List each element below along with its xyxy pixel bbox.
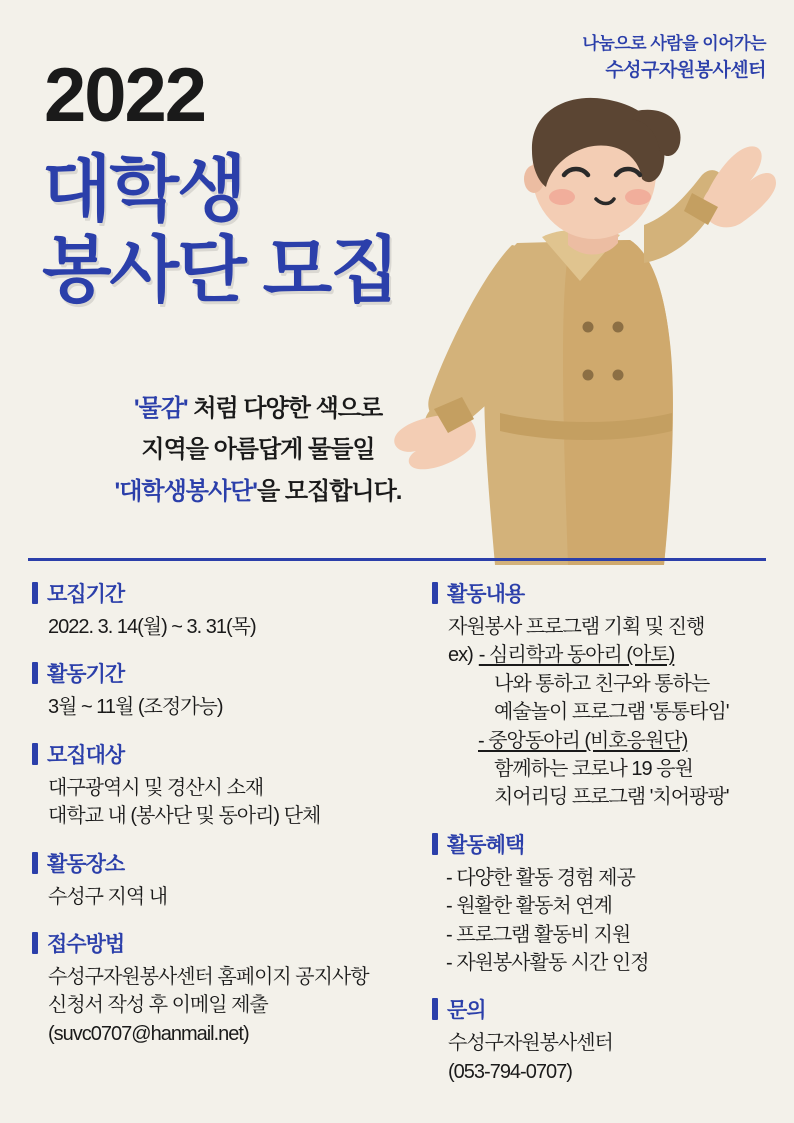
body-line: 수성구자원봉사센터 홈페이지 공지사항 [48,965,369,988]
subtitle-line-3 [48,471,468,512]
subtitle-line-2: 지역을 아름답게 물들일 [141,436,375,464]
bullet-bar-icon [432,833,438,855]
subtitle-text-3: 을 모집합니다. [257,477,402,505]
section-divider [28,558,766,561]
section-location [32,848,422,911]
bullet-bar-icon [32,662,38,684]
example-head: - 중앙동아리 (비호응원단) [478,729,688,752]
example-detail: 치어리딩 프로그램 '치어팡팡' [494,786,729,809]
section-header [432,578,772,608]
bullet-bar-icon [32,582,38,604]
section-body [32,774,422,831]
section-header [32,739,422,769]
section-title: 문의 [447,999,486,1023]
section-body [32,963,422,1048]
subtitle-highlight-1: '물감' [133,395,188,422]
section-body [32,693,422,721]
section-header [32,578,422,608]
body-line: 대학교 내 (봉사단 및 동아리) 단체 [48,805,321,828]
section-body [32,613,422,641]
section-title: 활동장소 [47,852,125,876]
body-line: - 원활한 활동처 연계 [446,895,612,918]
section-body [432,613,772,812]
section-header [32,928,422,958]
section-recruit-period [32,578,422,641]
body-line: 2022. 3. 14(월) ~ 3. 31(목) [48,616,256,638]
section-header [432,994,772,1024]
contact-phone: (053-794-0707) [448,1060,572,1083]
example-row [448,641,772,669]
example-label: ex) [448,644,473,667]
bullet-bar-icon [432,582,438,604]
section-title: 모집기간 [47,583,125,606]
section-title: 활동내용 [447,583,525,606]
subtitle-line-1 [48,388,468,429]
section-benefits [432,829,772,978]
section-title: 활동기간 [47,663,125,687]
section-title: 활동혜택 [447,833,525,857]
contact-email: (suvc0707@hanmail.net) [48,1022,249,1045]
subtitle-highlight-2: '대학생봉사단' [114,477,258,505]
body-line: 수성구 지역 내 [48,885,168,908]
left-info-column [32,578,422,1065]
section-header [32,848,422,878]
body-line: 수성구자원봉사센터 [448,1032,613,1055]
body-line: 3월 ~ 11월 (조정가능) [48,696,223,719]
section-body [432,864,772,978]
body-line: - 다양한 활동 경험 제공 [446,866,635,889]
poster-title [42,150,398,311]
section-application-method [32,928,422,1048]
section-title: 접수방법 [47,932,125,956]
body-line: - 프로그램 활동비 지원 [446,923,631,946]
body-line: - 자원봉사활동 시간 인정 [446,951,649,974]
bullet-bar-icon [32,743,38,765]
poster-title-line1: 대학생 [42,150,245,230]
section-header [432,829,772,859]
section-target [32,739,422,831]
example-head: - 심리학과 동아리 (아토) [478,644,675,667]
bullet-bar-icon [432,998,438,1020]
example-detail: 함께하는 코로나 19 응원 [494,757,693,780]
section-activity-content [432,578,772,812]
example-detail: 나와 통하고 친구와 통하는 [494,672,710,695]
section-title: 모집대상 [47,743,125,767]
right-info-column [432,578,772,1103]
body-line: 대구광역시 및 경산시 소재 [48,776,264,799]
poster-year: 2022 [44,53,206,138]
example-detail: 예술놀이 프로그램 '통통타임' [494,701,729,724]
section-activity-period [32,658,422,721]
section-inquiry [432,994,772,1086]
section-body [32,883,422,911]
section-body [432,1029,772,1086]
body-line: 신청서 작성 후 이메일 제출 [48,994,268,1017]
org-tagline: 나눔으로 사람을 이어가는 [582,34,766,53]
bullet-bar-icon [32,852,38,874]
poster-subtitle [48,388,468,512]
body-line: 자원봉사 프로그램 기획 및 진행 [448,616,705,638]
org-name: 수성구자원봉사센터 [605,59,766,81]
section-header [32,658,422,688]
subtitle-text-1: 처럼 다양한 색으로 [187,395,383,422]
poster-title-line2: 봉사단 모집 [42,230,398,311]
organization-header [582,32,766,84]
bullet-bar-icon [32,932,38,954]
